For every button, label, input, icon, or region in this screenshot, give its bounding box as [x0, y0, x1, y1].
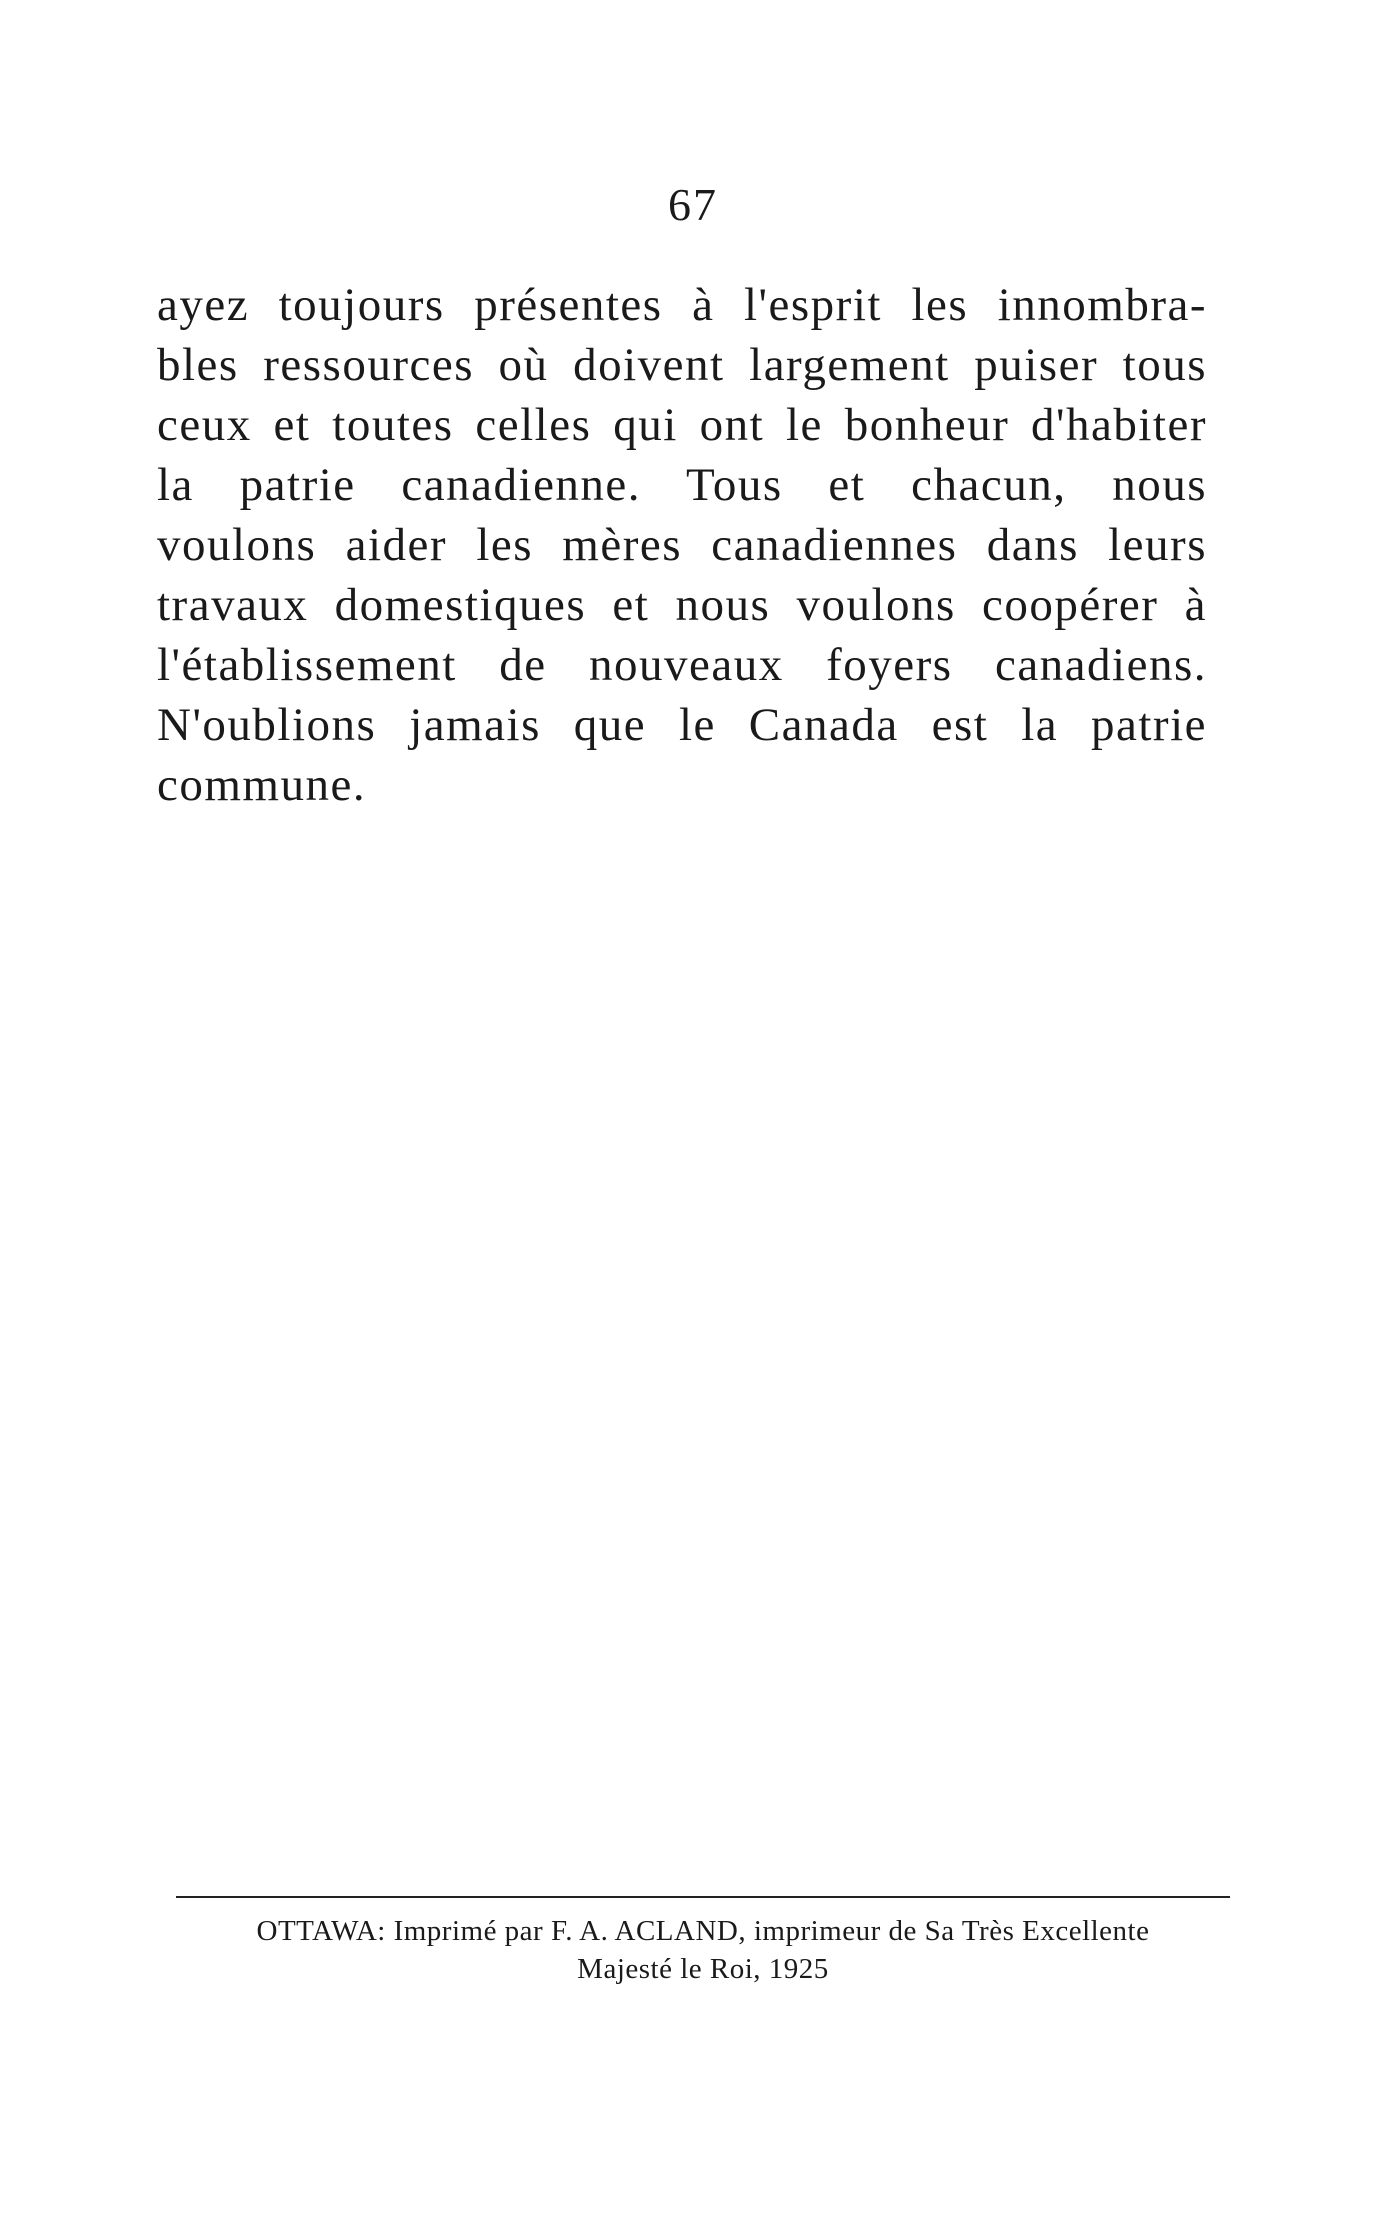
imprint-line-1: OTTAWA: Imprimé par F. A. ACLAND, imprimeur de Sa Très Excellente — [256, 1915, 1150, 1947]
text-line: voulons aider les mères canadiennes dans leurs — [157, 519, 1207, 571]
text-line: N'oublions jamais que le Canada est la patrie — [157, 699, 1207, 751]
page-number: 67 — [668, 179, 718, 230]
text-line: bles ressources où doivent largement puiser tous — [157, 339, 1207, 391]
imprint-line-2: Majesté le Roi, 1925 — [577, 1953, 829, 1985]
footer-divider — [176, 1896, 1230, 1898]
printer-imprint — [176, 1912, 1230, 1988]
text-line: commune. — [157, 759, 367, 811]
text-line: l'établissement de nouveaux foyers canadiens. — [157, 639, 1207, 691]
text-line: travaux domestiques et nous voulons coopérer à — [157, 579, 1207, 631]
text-line: la patrie canadienne. Tous et chacun, nous — [157, 459, 1207, 511]
text-line: ceux et toutes celles qui ont le bonheur d'habiter — [157, 399, 1207, 451]
text-line: ayez toujours présentes à l'esprit les innombra- — [157, 279, 1207, 331]
body-paragraph — [157, 275, 1207, 815]
